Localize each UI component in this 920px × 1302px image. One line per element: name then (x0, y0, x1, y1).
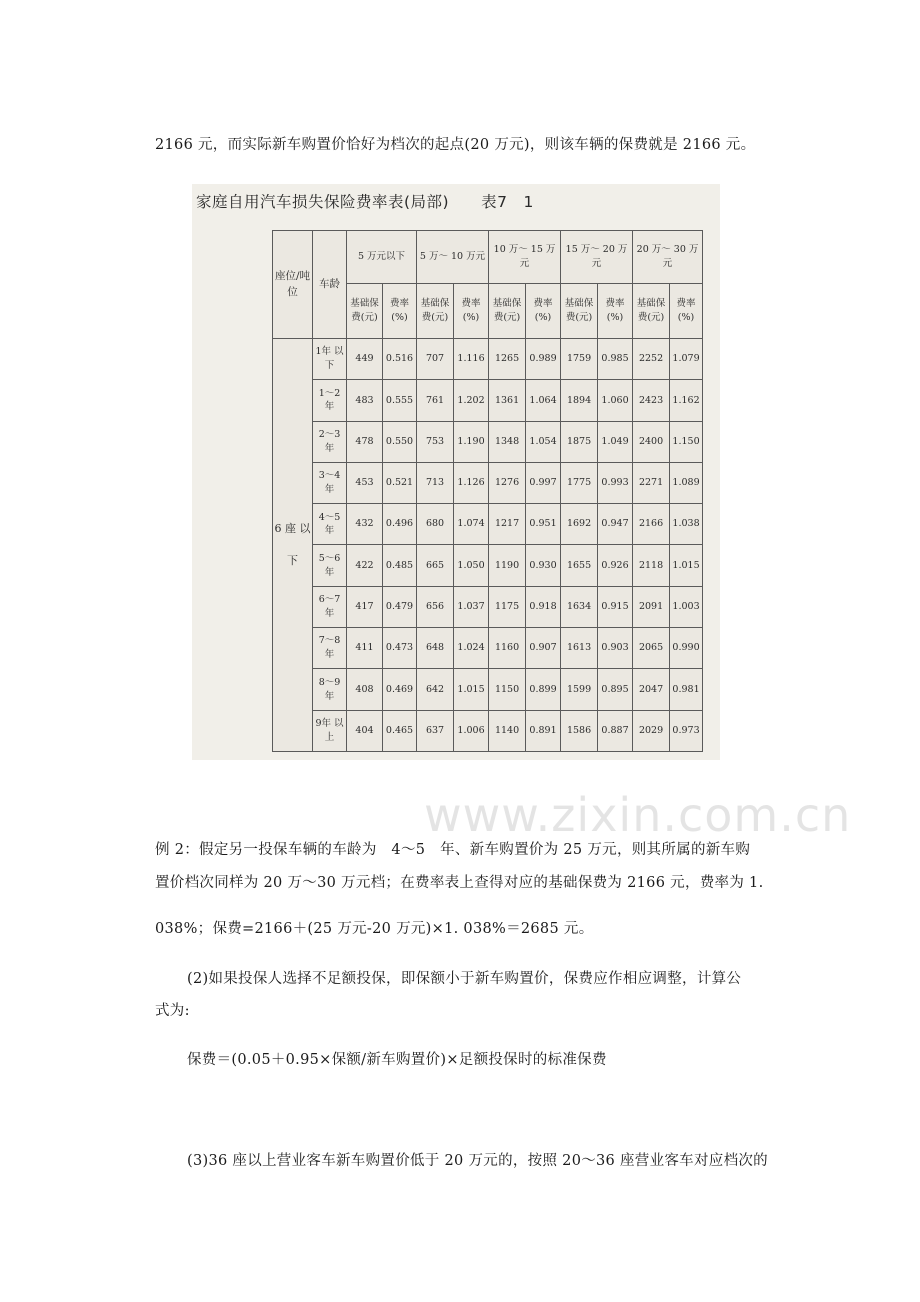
rate-cell: 1.037 (454, 586, 489, 627)
base-premium-cell: 478 (347, 421, 383, 462)
vehicle-age-cell: 6～7 年 (313, 586, 347, 627)
base-premium-cell: 2118 (633, 545, 670, 586)
table-row (273, 586, 703, 627)
table-row (273, 545, 703, 586)
base-premium-cell: 2400 (633, 421, 670, 462)
vehicle-age-cell: 5～6 年 (313, 545, 347, 586)
rate-cell: 1.089 (670, 462, 703, 503)
rate-cell: 0.973 (670, 710, 703, 751)
rate-cell: 1.079 (670, 339, 703, 380)
vehicle-age-cell: 1年 以下 (313, 339, 347, 380)
base-premium-cell: 2065 (633, 628, 670, 669)
rate-cell: 0.895 (598, 669, 633, 710)
rate-cell: 0.947 (598, 504, 633, 545)
base-premium-cell: 2166 (633, 504, 670, 545)
rate-cell: 0.891 (526, 710, 561, 751)
base-premium-cell: 637 (417, 710, 454, 751)
rate-cell: 0.993 (598, 462, 633, 503)
base-premium-cell: 1361 (489, 380, 526, 421)
header-rate: 费率 (%) (383, 284, 417, 339)
base-premium-cell: 1875 (561, 421, 598, 462)
rate-cell: 0.990 (670, 628, 703, 669)
formula: 保费＝(0.05＋0.95×保额/新车购置价)×足额投保时的标准保费 (187, 1052, 607, 1068)
base-premium-cell: 1348 (489, 421, 526, 462)
header-band: 15 万～ 20 万元 (561, 231, 633, 284)
base-premium-cell: 2271 (633, 462, 670, 503)
rate-cell: 1.162 (670, 380, 703, 421)
header-base-premium: 基础保 费(元) (489, 284, 526, 339)
rate-table-figure (192, 184, 852, 842)
header-band: 10 万～ 15 万元 (489, 231, 561, 284)
rate-cell: 0.930 (526, 545, 561, 586)
table-row (273, 380, 703, 421)
header-rate: 费率 (%) (526, 284, 561, 339)
base-premium-cell: 753 (417, 421, 454, 462)
rate-cell: 1.150 (670, 421, 703, 462)
rate-cell: 1.015 (454, 669, 489, 710)
base-premium-cell: 1160 (489, 628, 526, 669)
rate-cell: 1.003 (670, 586, 703, 627)
rate-cell: 1.202 (454, 380, 489, 421)
vehicle-age-cell: 2～3 年 (313, 421, 347, 462)
rate-cell: 1.006 (454, 710, 489, 751)
rate-cell: 0.951 (526, 504, 561, 545)
rate-cell: 0.465 (383, 710, 417, 751)
base-premium-cell: 1599 (561, 669, 598, 710)
rate-cell: 1.060 (598, 380, 633, 421)
rate-cell: 1.049 (598, 421, 633, 462)
table-row (273, 421, 703, 462)
base-premium-cell: 1692 (561, 504, 598, 545)
rate-cell: 0.926 (598, 545, 633, 586)
base-premium-cell: 1775 (561, 462, 598, 503)
rate-cell: 1.015 (670, 545, 703, 586)
base-premium-cell: 1175 (489, 586, 526, 627)
base-premium-cell: 404 (347, 710, 383, 751)
rate-cell: 0.899 (526, 669, 561, 710)
figure-title-text: 家庭自用汽车损失保险费率表(局部) (196, 193, 450, 211)
rate-cell: 0.496 (383, 504, 417, 545)
rate-cell: 1.126 (454, 462, 489, 503)
base-premium-cell: 713 (417, 462, 454, 503)
base-premium-cell: 1150 (489, 669, 526, 710)
seat-group-cell: 6 座 以 下 (273, 339, 313, 752)
rate-cell: 0.887 (598, 710, 633, 751)
rate-cell: 0.485 (383, 545, 417, 586)
header-rate: 费率 (%) (670, 284, 703, 339)
base-premium-cell: 707 (417, 339, 454, 380)
vehicle-age-cell: 7～8 年 (313, 628, 347, 669)
rate-cell: 0.997 (526, 462, 561, 503)
table-row (273, 504, 703, 545)
rate-cell: 0.918 (526, 586, 561, 627)
rate-cell: 1.116 (454, 339, 489, 380)
rate-cell: 0.903 (598, 628, 633, 669)
rate-cell: 1.074 (454, 504, 489, 545)
base-premium-cell: 2029 (633, 710, 670, 751)
paragraph-2-line-1: 例 2：假定另一投保车辆的车龄为 4～5 年、新车购置价为 25 万元，则其所属的新车购 (155, 842, 751, 858)
rate-cell: 0.989 (526, 339, 561, 380)
vehicle-age-cell: 9年 以上 (313, 710, 347, 751)
header-rate: 费率 (%) (454, 284, 489, 339)
base-premium-cell: 1217 (489, 504, 526, 545)
rate-cell: 1.064 (526, 380, 561, 421)
base-premium-cell: 408 (347, 669, 383, 710)
base-premium-cell: 761 (417, 380, 454, 421)
table-row (273, 628, 703, 669)
base-premium-cell: 648 (417, 628, 454, 669)
base-premium-cell: 1276 (489, 462, 526, 503)
rate-cell: 0.985 (598, 339, 633, 380)
base-premium-cell: 680 (417, 504, 454, 545)
base-premium-cell: 1634 (561, 586, 598, 627)
header-base-premium: 基础保 费(元) (417, 284, 454, 339)
table-row (273, 710, 703, 751)
base-premium-cell: 432 (347, 504, 383, 545)
base-premium-cell: 1190 (489, 545, 526, 586)
table-row (273, 339, 703, 380)
header-base-premium: 基础保 费(元) (561, 284, 598, 339)
paragraph-2-line-2: 置价档次同样为 20 万～30 万元档；在费率表上查得对应的基础保费为 2166 元，费率为 1. (155, 875, 764, 891)
paragraph-3-line-1: (2)如果投保人选择不足额投保，即保额小于新车购置价，保费应作相应调整，计算公 (187, 971, 742, 987)
base-premium-cell: 665 (417, 545, 454, 586)
base-premium-cell: 2423 (633, 380, 670, 421)
base-premium-cell: 1586 (561, 710, 598, 751)
header-seat: 座位/吨位 (273, 231, 313, 339)
paragraph-5: (3)36 座以上营业客车新车购置价低于 20 万元的，按照 20～36 座营业客车对应档次的 (187, 1153, 768, 1169)
header-base-premium: 基础保 费(元) (633, 284, 670, 339)
rate-cell: 0.915 (598, 586, 633, 627)
figure-number: 表7 1 (481, 193, 534, 211)
rate-cell: 0.516 (383, 339, 417, 380)
rate-cell: 1.190 (454, 421, 489, 462)
rate-cell: 1.054 (526, 421, 561, 462)
table-row (273, 462, 703, 503)
base-premium-cell: 417 (347, 586, 383, 627)
rate-cell: 0.469 (383, 669, 417, 710)
rate-cell: 0.555 (383, 380, 417, 421)
base-premium-cell: 422 (347, 545, 383, 586)
header-band: 5 万～ 10 万元 (417, 231, 489, 284)
base-premium-cell: 1140 (489, 710, 526, 751)
base-premium-cell: 483 (347, 380, 383, 421)
watermark: www.zixin.com.cn (424, 788, 852, 842)
rate-cell: 0.521 (383, 462, 417, 503)
rate-cell: 1.050 (454, 545, 489, 586)
rate-cell: 1.038 (670, 504, 703, 545)
header-age: 车龄 (313, 231, 347, 339)
base-premium-cell: 1265 (489, 339, 526, 380)
base-premium-cell: 1655 (561, 545, 598, 586)
base-premium-cell: 2047 (633, 669, 670, 710)
base-premium-cell: 2091 (633, 586, 670, 627)
vehicle-age-cell: 4～5 年 (313, 504, 347, 545)
header-band: 5 万元以下 (347, 231, 417, 284)
base-premium-cell: 1613 (561, 628, 598, 669)
base-premium-cell: 642 (417, 669, 454, 710)
paragraph-1: 2166 元，而实际新车购置价恰好为档次的起点(20 万元)，则该车辆的保费就是 2166 元。 (155, 137, 756, 153)
base-premium-cell: 453 (347, 462, 383, 503)
rate-cell: 0.479 (383, 586, 417, 627)
base-premium-cell: 656 (417, 586, 454, 627)
rate-cell: 0.550 (383, 421, 417, 462)
rate-cell: 1.024 (454, 628, 489, 669)
base-premium-cell: 449 (347, 339, 383, 380)
rate-cell: 0.473 (383, 628, 417, 669)
base-premium-cell: 411 (347, 628, 383, 669)
base-premium-cell: 2252 (633, 339, 670, 380)
base-premium-cell: 1759 (561, 339, 598, 380)
vehicle-age-cell: 8～9 年 (313, 669, 347, 710)
paragraph-2-line-3: 038%；保费=2166＋(25 万元-20 万元)×1. 038%＝2685 元。 (155, 921, 594, 937)
header-base-premium: 基础保 费(元) (347, 284, 383, 339)
paragraph-3-line-2: 式为: (155, 1003, 190, 1019)
vehicle-age-cell: 1～2 年 (313, 380, 347, 421)
rate-cell: 0.981 (670, 669, 703, 710)
figure-title (196, 190, 534, 212)
header-band: 20 万～ 30 万元 (633, 231, 703, 284)
rate-table (272, 230, 703, 752)
base-premium-cell: 1894 (561, 380, 598, 421)
vehicle-age-cell: 3～4 年 (313, 462, 347, 503)
header-rate: 费率 (%) (598, 284, 633, 339)
table-row (273, 669, 703, 710)
rate-cell: 0.907 (526, 628, 561, 669)
